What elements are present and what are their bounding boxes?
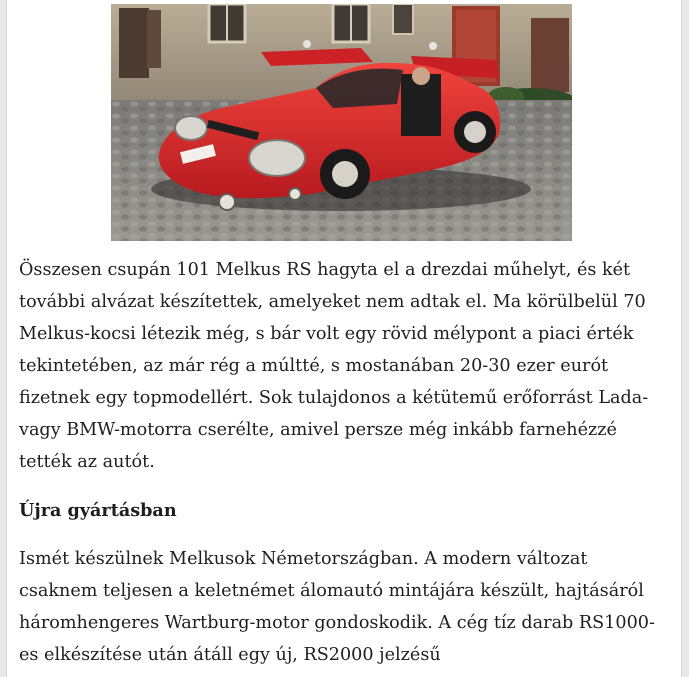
article-paragraph: Összesen csupán 101 Melkus RS hagyta el a drezdai műhelyt, és két további alvázat készítettek, amelyeket nem adtak el. Ma körülbelül 70 Melkus-kocsi létezik még, s bár volt egy rövid mélypont a piaci érték tekintetében, az már rég a múltté, s mostanában 20-30 ezer eurót fizetnek egy topmodellért. Sok tulajdonos a kétütemű erőforrást Lada- vagy BMW-motorra cserélte, amivel persze még inkább farnehézzé tették az autót. xyxy=(19,260,649,472)
melkus-car-image xyxy=(111,4,572,241)
section-heading: Újra gyártásban xyxy=(19,500,177,521)
article-page xyxy=(6,0,682,677)
article-paragraph: Ismét készülnek Melkusok Németországban. A modern változat csaknem teljesen a keletnémet álomautó mintájára készült, hajtásáról háromhengeres Wartburg-motor gondoskodik. A cég tíz darab RS1000-es elkészítése után átáll egy új, RS2000 jelzésű xyxy=(19,549,655,665)
article-photo xyxy=(111,4,572,241)
article-body xyxy=(19,254,671,671)
